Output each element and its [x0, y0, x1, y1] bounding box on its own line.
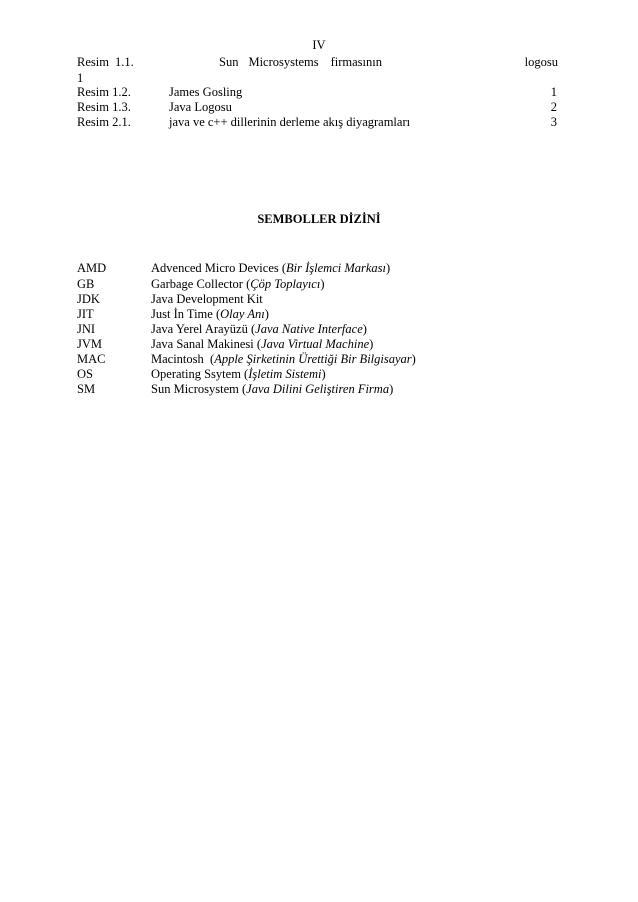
- symbol-abbr: OS: [77, 367, 93, 381]
- symbol-description: Advenced Micro Devices (Bir İşlemci Markası): [151, 261, 391, 275]
- figure-title-trailing: logosu: [524, 55, 558, 69]
- symbol-description: Macintosh (Apple Şirketinin Ürettiği Bir Bilgisayar): [151, 352, 416, 366]
- figure-id: Resim 1.3.: [77, 100, 131, 114]
- symbol-abbr: JVM: [77, 337, 103, 351]
- symbol-abbr: JNI: [77, 322, 96, 336]
- symbol-description: Just İn Time (Olay Anı): [151, 307, 269, 321]
- symbol-description: Java Development Kit: [151, 292, 263, 306]
- figure-title: java ve c++ dillerinin derleme akış diyagramları: [169, 115, 411, 129]
- symbol-abbr: JDK: [77, 292, 100, 306]
- section-title: SEMBOLLER DİZİNİ: [257, 212, 381, 226]
- figure-page: 3: [550, 115, 557, 129]
- symbol-row: [0, 381, 638, 397]
- figure-title: James Gosling: [169, 85, 243, 99]
- figure-row: [0, 85, 638, 100]
- figure-row: [0, 55, 638, 85]
- symbol-row: [0, 351, 638, 367]
- symbol-row: [0, 336, 638, 352]
- symbol-abbr: GB: [77, 277, 95, 291]
- symbol-row: [0, 306, 638, 322]
- symbol-row: [0, 321, 638, 337]
- symbol-abbr: SM: [77, 382, 96, 396]
- figure-id: Resim 2.1.: [77, 115, 131, 129]
- figure-title: Java Logosu: [169, 100, 232, 114]
- symbol-row: [0, 260, 638, 276]
- symbol-description: Operating Ssytem (İşletim Sistemi): [151, 367, 326, 381]
- page-number: IV: [312, 38, 326, 52]
- symbol-row: [0, 366, 638, 382]
- symbol-row: [0, 291, 638, 307]
- symbol-abbr: MAC: [77, 352, 106, 366]
- figure-row: [0, 115, 638, 130]
- symbol-description: Garbage Collector (Çöp Toplayıcı): [151, 277, 325, 291]
- symbol-abbr: AMD: [77, 261, 107, 275]
- figure-page: 2: [550, 100, 557, 114]
- figure-row: [0, 100, 638, 115]
- figure-id: Resim 1.1.: [77, 55, 134, 69]
- symbol-description: Sun Microsystem (Java Dilini Geliştiren Firma): [151, 382, 394, 396]
- figure-page: 1: [77, 71, 84, 85]
- symbol-description: Java Yerel Arayüzü (Java Native Interface): [151, 322, 367, 336]
- figure-page: 1: [550, 85, 557, 99]
- figure-title: Sun Microsystems firmasının: [219, 55, 382, 69]
- figure-id: Resim 1.2.: [77, 85, 131, 99]
- symbol-row: [0, 276, 638, 292]
- symbol-description: Java Sanal Makinesi (Java Virtual Machine): [151, 337, 374, 351]
- symbol-abbr: JIT: [77, 307, 94, 321]
